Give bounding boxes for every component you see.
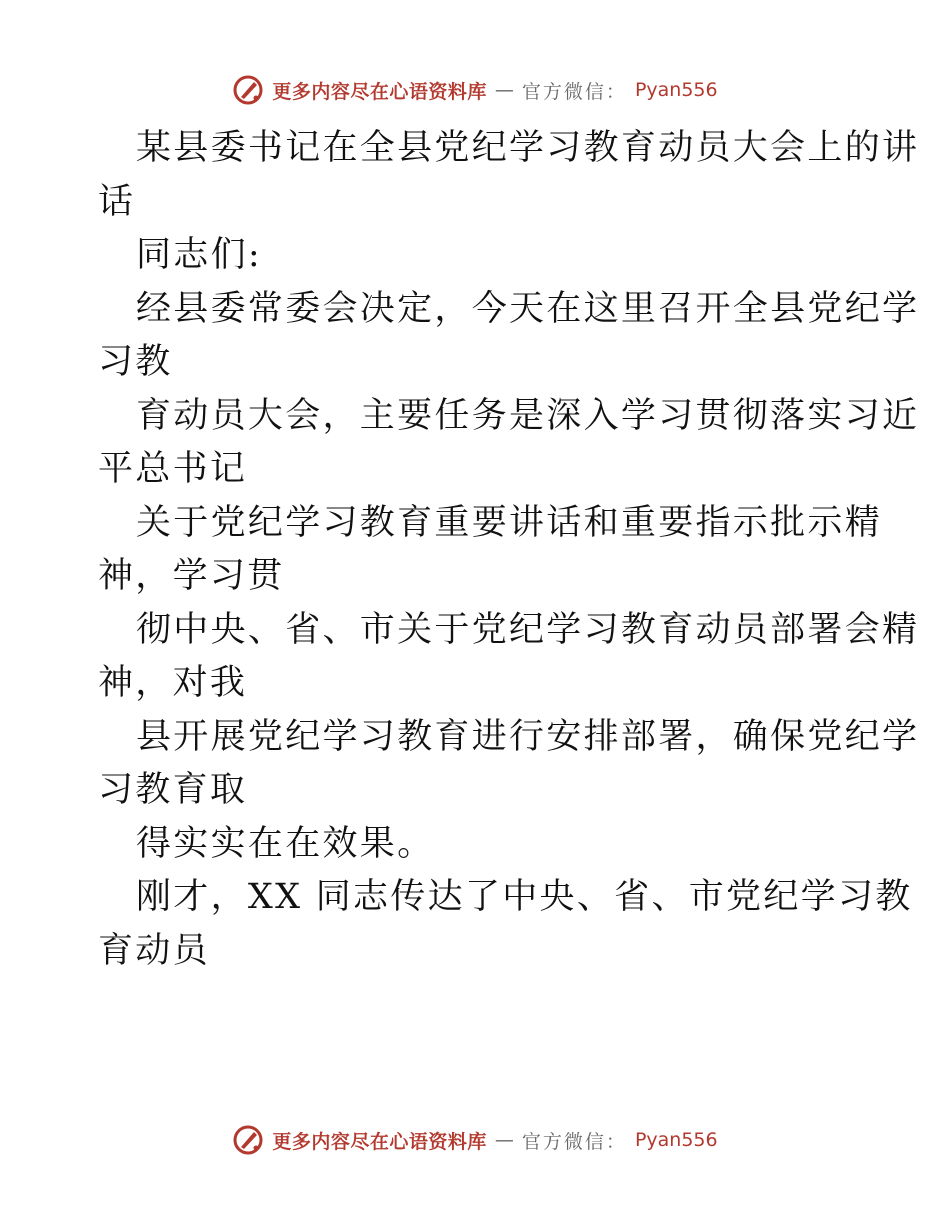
text-line: 同志们: xyxy=(136,235,262,275)
paragraph xyxy=(98,604,920,711)
text-line: 经县委常委会决定，今天在这里召开全县党纪学 xyxy=(136,288,920,329)
paragraph-title xyxy=(98,122,920,229)
text-line: 神，学习贯 xyxy=(98,556,285,596)
banner-label: 官方微信： xyxy=(521,80,627,103)
quill-seal-icon xyxy=(232,74,264,106)
banner-account: Pyan556 xyxy=(634,1129,718,1151)
text-line: 育动员大会，主要任务是深入学习贯彻落实习近 xyxy=(136,395,920,436)
paragraph xyxy=(98,283,920,390)
banner-main-text: 更多内容尽在心语资料库 xyxy=(272,80,487,103)
banner-main-text: 更多内容尽在心语资料库 xyxy=(272,1130,487,1153)
text-line: 县开展党纪学习教育进行安排部署，确保党纪学 xyxy=(136,716,920,757)
paragraph xyxy=(98,497,883,604)
text-line: 神，对我 xyxy=(98,663,248,703)
quill-seal-icon xyxy=(232,1124,264,1156)
text-line: 习教 xyxy=(98,342,173,382)
paragraph xyxy=(98,818,858,872)
banner-account: Pyan556 xyxy=(634,79,718,101)
text-line: 育动员 xyxy=(98,930,210,971)
header-watermark-banner xyxy=(0,70,950,110)
paragraph xyxy=(98,390,920,497)
document-body xyxy=(98,122,920,978)
text-line: 习教育取 xyxy=(98,770,248,810)
text-line: 刚才，XX 同志传达了中央、省、市党纪学习教 xyxy=(136,877,913,917)
text-line: 平总书记 xyxy=(98,449,248,489)
text-line: 关于党纪学习教育重要讲话和重要指示批示精 xyxy=(136,502,883,543)
banner-separator: — xyxy=(494,1129,514,1151)
paragraph-salutation xyxy=(98,229,858,283)
text-line: 得实实在在效果。 xyxy=(136,823,435,864)
text-line: 话 xyxy=(98,181,136,222)
footer-watermark-banner xyxy=(0,1120,950,1160)
paragraph xyxy=(98,711,920,818)
banner-label: 官方微信： xyxy=(521,1130,627,1153)
banner-separator: — xyxy=(494,79,514,101)
text-line: 彻中央、省、市关于党纪学习教育动员部署会精 xyxy=(136,609,920,650)
text-line: 某县委书记在全县党纪学习教育动员大会上的讲 xyxy=(136,128,920,168)
paragraph xyxy=(98,871,913,978)
